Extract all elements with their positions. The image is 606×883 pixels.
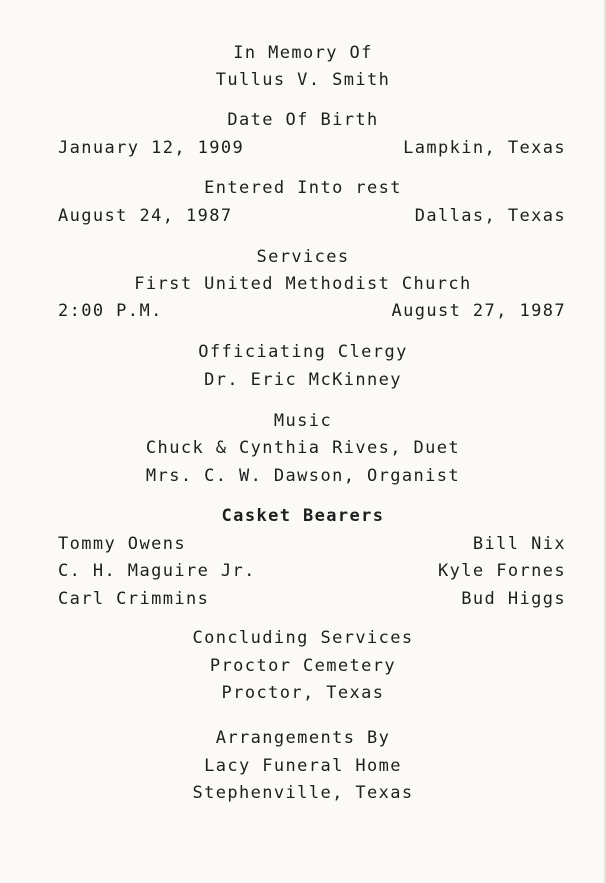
concluding-heading: Concluding Services xyxy=(192,628,414,648)
music-performer: Chuck & Cynthia Rives, Duet xyxy=(145,438,461,458)
services-time: 2:00 P.M. xyxy=(58,301,163,321)
death-date: August 24, 1987 xyxy=(58,206,233,226)
music-performer: Mrs. C. W. Dawson, Organist xyxy=(145,466,461,486)
concluding-line: Proctor Cemetery xyxy=(209,656,397,676)
bearer-name: Bud Higgs xyxy=(461,589,566,609)
bearer-name: Bill Nix xyxy=(472,534,566,554)
music-heading: Music xyxy=(273,411,333,431)
arrangements-heading: Arrangements By xyxy=(215,728,391,748)
birth-heading: Date Of Birth xyxy=(227,110,379,130)
arrangements-line: Lacy Funeral Home xyxy=(204,756,402,776)
concluding-line: Proctor, Texas xyxy=(221,683,385,703)
services-date: August 27, 1987 xyxy=(391,301,566,321)
memory-heading: In Memory Of xyxy=(233,43,373,63)
death-heading: Entered Into rest xyxy=(204,178,402,198)
casket-bearers-heading: Casket Bearers xyxy=(221,506,385,526)
bearer-name: Carl Crimmins xyxy=(58,589,210,609)
services-heading: Services xyxy=(256,247,350,267)
death-place: Dallas, Texas xyxy=(414,206,566,226)
bearer-name: Kyle Fornes xyxy=(438,561,566,581)
arrangements-line: Stephenville, Texas xyxy=(192,783,414,803)
services-location: First United Methodist Church xyxy=(134,274,472,294)
birth-place: Lampkin, Texas xyxy=(403,138,566,158)
bearer-name: C. H. Maguire Jr. xyxy=(58,561,256,581)
birth-date: January 12, 1909 xyxy=(58,138,245,158)
clergy-heading: Officiating Clergy xyxy=(198,342,408,362)
clergy-name: Dr. Eric McKinney xyxy=(204,370,402,390)
deceased-name: Tullus V. Smith xyxy=(215,70,391,90)
bearer-name: Tommy Owens xyxy=(58,534,186,554)
